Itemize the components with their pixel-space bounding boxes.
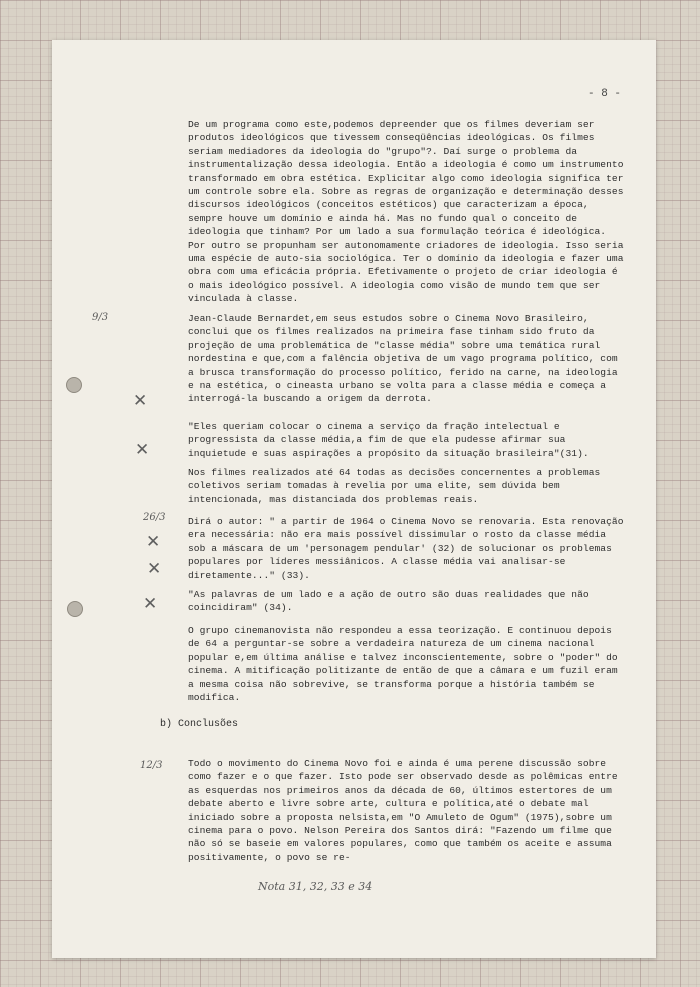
paragraph-movimento-cinema-novo: Todo o movimento do Cinema Novo foi e ainda é uma perene discussão sobre como fazer e o que fazer. Isto pode ser observado desde as polêmicas entre as esquerdas nos primeiros anos da década de 60, últimos estertores de um debate aberto e livre sobre arte, cultura e política,até o debate mal iniciado sobre a proposta nelsista,em "O Amuleto de Ogum" (1975),sobre um cinema para o povo. Nelson Pereira dos Santos dirá: "Fazendo um filme que não só se baseie em valores populares, como que também os aceite e assuma positivamente, o povo se re- <box>188 758 618 863</box>
margin-note-date-c: 12/3 <box>140 760 163 771</box>
paragraph-ideology: De um programa como este,podemos depreender que os filmes deveriam ser produtos ideológicos que tivessem conseqüências ideológicas. Os filmes seriam mediadores da ideologia do "grupo"?. Daí surge o problema da instrumentalização dessa ideologia. Então a ideologia é como um instrumento transformado em obra estética. Explicitar algo como ideologia significa ter um controle sobre ela. Sobre as regras de organização e determinação desses discursos ideológicos (conceitos estéticos) que caracterizam a época, sempre houve um domínio e ainda há. Mas no fundo qual o conceito de ideologia que tinham? Por um lado a sua formulação teórica é ideológica. Por outro se propunham ser autonomamente criadores de ideologia. Isso seria uma espécie de auto-sia sociológica. Ter o domínio da ideologia e fazer uma obra com uma eficácia própria. Efetivamente o projeto de criar ideologia é o mais ideológico possível. A ideologia como visão de mundo tem que ser vinculada à classe. <box>188 119 624 305</box>
paragraph-bernardet: Jean-Claude Bernardet,em seus estudos sobre o Cinema Novo Brasileiro, conclui que os filmes realizados na primeira fase tinham sido fruto da projeção de uma problemática de "classe média" sobre uma temática rural nordestina e que,com a falência objetiva de um vago programa político, com a brusca transformação do processo político, ferido na carne, na ideologia e na estética, o cineasta urbano se volta para a classe média e começa a interrogá-la buscando a origem da derrota. <box>188 313 618 405</box>
margin-note-bottom: Nota 31, 32, 33 e 34 <box>258 880 373 893</box>
margin-note-date-a: 9/3 <box>92 312 109 323</box>
cross-mark-icon: ✕ <box>147 559 162 579</box>
punch-hole-top <box>66 377 82 393</box>
margin-note-date-b: 26/3 <box>143 512 166 523</box>
cross-mark-icon: ✕ <box>146 532 161 552</box>
section-heading-conclusoes: b) Conclusões <box>160 719 239 730</box>
paragraph-grupo-cinemanovista: O grupo cinemanovista não respondeu a essa teorização. E continuou depois de 64 a perguntar-se sobre a verdadeira natureza de um cinema nacional popular e,em última análise e talvez inconscientemente, sobre o "poder" do cinema. A mitificação politizante de então de que a câmara e um fuzil eram a mesma coisa não sobrevive, se transforma porque a história também se modifica. <box>188 625 618 704</box>
paragraph-filmes-64: Nos filmes realizados até 64 todas as decisões concernentes a problemas coletivos seriam tomadas à revelia por uma elite, sem dúvida bem intencionada, mas distanciada dos problemas reais. <box>188 467 601 505</box>
cross-mark-icon: ✕ <box>143 594 158 614</box>
paragraph-quote-classe-media: "Eles queriam colocar o cinema a serviço da fração intelectual e progressista da classe média,a fim de que ela pudesse afirmar sua inquietude e suas aspirações a propósito da situação brasileira"(31). <box>188 421 589 459</box>
cross-mark-icon: ✕ <box>133 391 148 411</box>
cross-mark-icon: ✕ <box>135 440 150 460</box>
punch-hole-bottom <box>67 601 83 617</box>
page-number: - 8 - <box>588 88 622 100</box>
paragraph-palavras-acao: "As palavras de um lado e a ação de outro são duas realidades que não coincidiram" (34). <box>188 589 589 614</box>
paragraph-dira-o-autor: Dirá o autor: " a partir de 1964 o Cinema Novo se renovaria. Esta renovação era necessária: não era mais possível dissimular o rosto da classe média sob a máscara de um 'personagem pendular' (32) de solucionar os problemas populares por líderes messiânicos. A classe média vai analisar-se diretamente..." (33). <box>188 516 624 581</box>
